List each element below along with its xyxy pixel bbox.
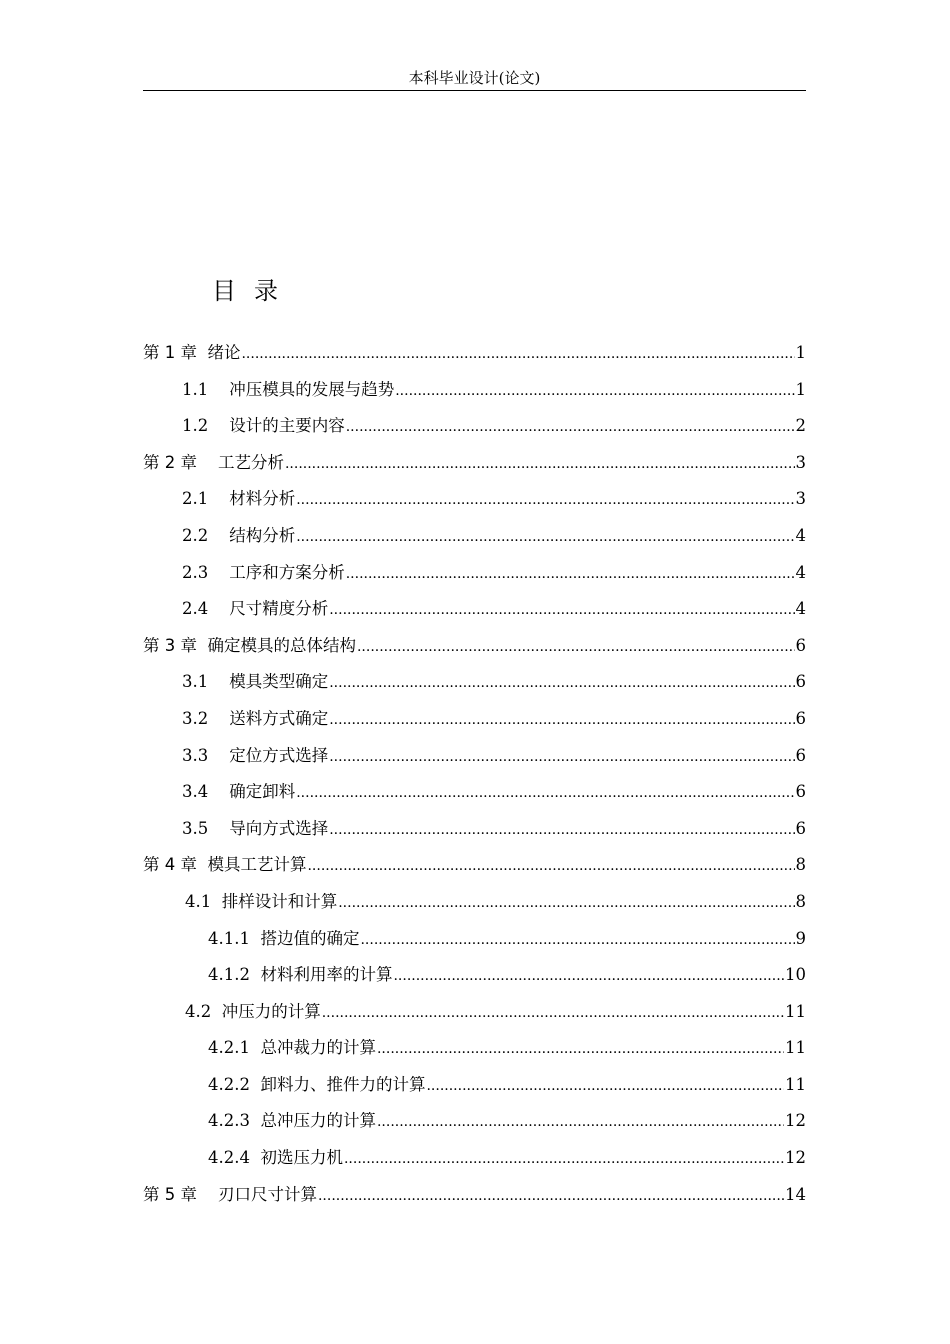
toc-entry-page: 6 (795, 818, 806, 838)
toc-entry-label: 3.2 送料方式确定 (182, 708, 329, 728)
toc-entry-page: 6 (795, 745, 806, 765)
toc-entry-page: 4 (795, 525, 806, 545)
toc-entry[interactable] (143, 1034, 806, 1071)
toc-leader-dots (360, 926, 794, 954)
toc-title: 目录 (212, 277, 296, 305)
toc-entry-page: 12 (785, 1111, 806, 1131)
toc-entry-page: 1 (795, 343, 806, 362)
toc-entry[interactable] (143, 1107, 806, 1144)
toc-leader-dots (346, 560, 795, 588)
table-of-contents (143, 339, 806, 1217)
toc-entry-label: 第 2 章 工艺分析 (143, 452, 284, 472)
toc-leader-dots (329, 743, 794, 771)
toc-entry-label: 4.2.4 初选压力机 (208, 1148, 343, 1168)
toc-entry[interactable] (143, 376, 806, 413)
toc-entry-page: 4 (795, 599, 806, 619)
toc-entry-page: 6 (795, 635, 806, 655)
toc-entry-label: 3.3 定位方式选择 (182, 745, 329, 765)
toc-entry-page: 12 (785, 1148, 806, 1168)
toc-entry-page: 6 (795, 672, 806, 692)
toc-entry[interactable] (143, 339, 806, 376)
toc-entry-label: 2.1 材料分析 (182, 489, 296, 509)
toc-leader-dots (395, 377, 794, 405)
toc-leader-dots (346, 413, 795, 441)
toc-entry-label: 4.2.2 卸料力、推件力的计算 (208, 1074, 426, 1094)
toc-entry-page: 10 (785, 965, 806, 985)
toc-entry-page: 4 (795, 562, 806, 582)
toc-entry-label: 4.1 排样设计和计算 (185, 891, 338, 911)
toc-entry[interactable] (143, 815, 806, 852)
toc-entry[interactable] (143, 705, 806, 742)
toc-entry-label: 第 4 章 模具工艺计算 (143, 855, 307, 875)
toc-entry-label: 1.1 冲压模具的发展与趋势 (182, 379, 395, 399)
toc-leader-dots (329, 706, 794, 734)
toc-leader-dots (318, 1182, 784, 1210)
toc-leader-dots (307, 852, 794, 880)
toc-entry-page: 8 (795, 855, 806, 875)
toc-entry-label: 第 5 章 刃口尺寸计算 (143, 1184, 317, 1204)
toc-entry-page: 6 (795, 708, 806, 728)
toc-entry[interactable] (143, 851, 806, 888)
toc-entry[interactable] (143, 1181, 806, 1218)
toc-entry-page: 14 (785, 1184, 806, 1204)
toc-entry[interactable] (143, 668, 806, 705)
toc-leader-dots (377, 1108, 784, 1136)
toc-entry[interactable] (143, 925, 806, 962)
toc-entry-page: 11 (785, 1038, 806, 1058)
toc-leader-dots (357, 633, 795, 661)
toc-leader-dots (241, 340, 794, 368)
toc-entry-label: 3.4 确定卸料 (182, 782, 296, 802)
toc-entry-label: 第 1 章 绪论 (143, 343, 241, 362)
toc-entry-label: 1.2 设计的主要内容 (182, 416, 345, 436)
toc-entry[interactable] (143, 522, 806, 559)
toc-leader-dots (377, 1035, 784, 1063)
toc-leader-dots (296, 523, 794, 551)
toc-entry-label: 2.3 工序和方案分析 (182, 562, 345, 582)
toc-leader-dots (296, 779, 794, 807)
toc-entry-label: 4.2.3 总冲压力的计算 (208, 1111, 376, 1131)
toc-entry[interactable] (143, 632, 806, 669)
toc-entry[interactable] (143, 961, 806, 998)
toc-leader-dots (426, 1072, 784, 1100)
toc-entry[interactable] (143, 412, 806, 449)
toc-leader-dots (329, 669, 794, 697)
toc-leader-dots (322, 999, 784, 1027)
toc-entry-label: 4.1.2 材料利用率的计算 (208, 965, 393, 985)
toc-entry[interactable] (143, 1144, 806, 1181)
toc-entry-page: 3 (795, 452, 806, 472)
toc-entry[interactable] (143, 998, 806, 1035)
toc-leader-dots (344, 1145, 784, 1173)
toc-entry-label: 2.4 尺寸精度分析 (182, 599, 329, 619)
toc-entry[interactable] (143, 888, 806, 925)
toc-entry-label: 2.2 结构分析 (182, 525, 296, 545)
toc-entry-label: 3.1 模具类型确定 (182, 672, 329, 692)
toc-entry-label: 4.1.1 搭边值的确定 (208, 928, 360, 948)
toc-entry-page: 2 (795, 416, 806, 436)
toc-entry[interactable] (143, 1071, 806, 1108)
toc-entry-page: 6 (795, 782, 806, 802)
toc-entry-label: 4.2.1 总冲裁力的计算 (208, 1038, 376, 1058)
toc-entry-page: 9 (795, 928, 806, 948)
toc-entry[interactable] (143, 485, 806, 522)
toc-entry-page: 11 (785, 1074, 806, 1094)
toc-leader-dots (329, 596, 794, 624)
toc-leader-dots (296, 486, 794, 514)
toc-entry[interactable] (143, 559, 806, 596)
toc-entry[interactable] (143, 595, 806, 632)
toc-entry-label: 4.2 冲压力的计算 (185, 1001, 321, 1021)
toc-entry-page: 1 (795, 379, 806, 399)
toc-leader-dots (338, 889, 794, 917)
toc-leader-dots (285, 450, 795, 478)
toc-entry-page: 11 (785, 1001, 806, 1021)
page-header: 本科毕业设计(论文) (143, 66, 806, 91)
toc-entry[interactable] (143, 742, 806, 779)
toc-entry-page: 3 (795, 489, 806, 509)
toc-entry-label: 第 3 章 确定模具的总体结构 (143, 635, 356, 655)
toc-leader-dots (329, 816, 794, 844)
toc-entry-label: 3.5 导向方式选择 (182, 818, 329, 838)
toc-leader-dots (393, 962, 784, 990)
toc-entry[interactable] (143, 778, 806, 815)
toc-entry[interactable] (143, 449, 806, 486)
toc-entry-page: 8 (795, 891, 806, 911)
